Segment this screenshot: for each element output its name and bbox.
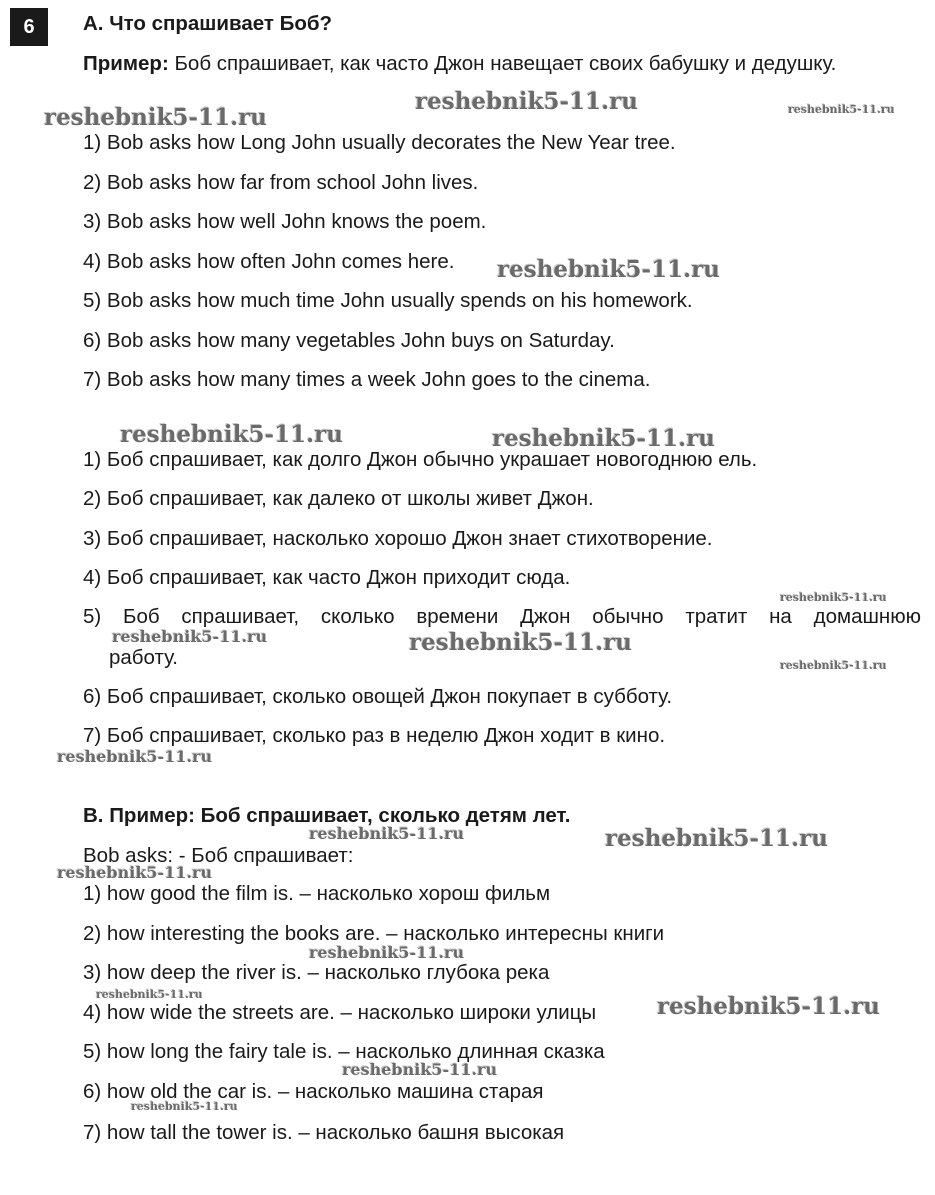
watermark: reshebnik5-11.ru (780, 591, 887, 604)
section-a-title: A. Что спрашивает Боб? (83, 12, 333, 35)
section-b-item-5: 5) how long the fairy tale is. – насколько длинная сказка (83, 1040, 605, 1063)
watermark: reshebnik5-11.ru (57, 747, 213, 766)
section-b-item-2: 2) how interesting the books are. – насколько интересны книги (83, 922, 665, 945)
watermark: reshebnik5-11.ru (309, 824, 465, 843)
english-answer-7: 7) Bob asks how many times a week John goes to the cinema. (83, 368, 651, 391)
english-answer-2: 2) Bob asks how far from school John lives. (83, 171, 479, 194)
russian-answer-1: 1) Боб спрашивает, как долго Джон обычно украшает новогоднюю ель. (83, 448, 758, 471)
watermark: reshebnik5-11.ru (112, 627, 268, 646)
section-b-item-7: 7) how tall the tower is. – насколько башня высокая (83, 1121, 565, 1144)
watermark: reshebnik5-11.ru (44, 104, 267, 131)
section-b-item-4: 4) how wide the streets are. – насколько широки улицы (83, 1001, 597, 1024)
exercise-number-badge: 6 (10, 8, 48, 46)
russian-answer-6: 6) Боб спрашивает, сколько овощей Джон покупает в субботу. (83, 685, 673, 708)
watermark: reshebnik5-11.ru (657, 993, 880, 1020)
watermark: reshebnik5-11.ru (492, 425, 715, 452)
watermark: reshebnik5-11.ru (788, 103, 895, 116)
watermark: reshebnik5-11.ru (342, 1060, 498, 1079)
russian-answer-3: 3) Боб спрашивает, насколько хорошо Джон знает стихотворение. (83, 527, 713, 550)
english-answer-3: 3) Bob asks how well John knows the poem. (83, 210, 487, 233)
example-label: Пример: (83, 52, 169, 75)
section-b-title: B. Пример: Боб спрашивает, сколько детям лет. (83, 804, 571, 827)
section-b-item-6: 6) how old the car is. – насколько машина старая (83, 1080, 544, 1103)
watermark: reshebnik5-11.ru (57, 863, 213, 882)
section-b-intro: Bob asks: - Боб спрашивает: (83, 844, 354, 867)
russian-answer-5: 5) Боб спрашивает, сколько времени Джон обычно тратит на домашнюю (83, 605, 921, 628)
section-b-item-1: 1) how good the film is. – насколько хорош фильм (83, 882, 551, 905)
russian-answer-5-continued: работу. (109, 646, 179, 669)
english-answer-1: 1) Bob asks how Long John usually decorates the New Year tree. (83, 131, 676, 154)
watermark: reshebnik5-11.ru (780, 659, 887, 672)
watermark: reshebnik5-11.ru (96, 988, 203, 1001)
english-answer-5: 5) Bob asks how much time John usually spends on his homework. (83, 289, 693, 312)
section-b-item-3: 3) how deep the river is. – насколько глубока река (83, 961, 550, 984)
watermark: reshebnik5-11.ru (497, 256, 720, 283)
russian-answer-7: 7) Боб спрашивает, сколько раз в неделю Джон ходит в кино. (83, 724, 666, 747)
english-answer-4: 4) Bob asks how often John comes here. (83, 250, 455, 273)
watermark: reshebnik5-11.ru (409, 629, 632, 656)
watermark: reshebnik5-11.ru (131, 1100, 238, 1113)
watermark: reshebnik5-11.ru (605, 825, 828, 852)
russian-answer-2: 2) Боб спрашивает, как далеко от школы живет Джон. (83, 487, 594, 510)
english-answer-6: 6) Bob asks how many vegetables John buys on Saturday. (83, 329, 615, 352)
example-text: Боб спрашивает, как часто Джон навещает своих бабушку и дедушку. (168, 52, 837, 75)
russian-answer-4: 4) Боб спрашивает, как часто Джон приходит сюда. (83, 566, 571, 589)
watermark: reshebnik5-11.ru (309, 943, 465, 962)
section-a-example (83, 52, 836, 76)
watermark: reshebnik5-11.ru (415, 88, 638, 115)
watermark: reshebnik5-11.ru (120, 421, 343, 448)
